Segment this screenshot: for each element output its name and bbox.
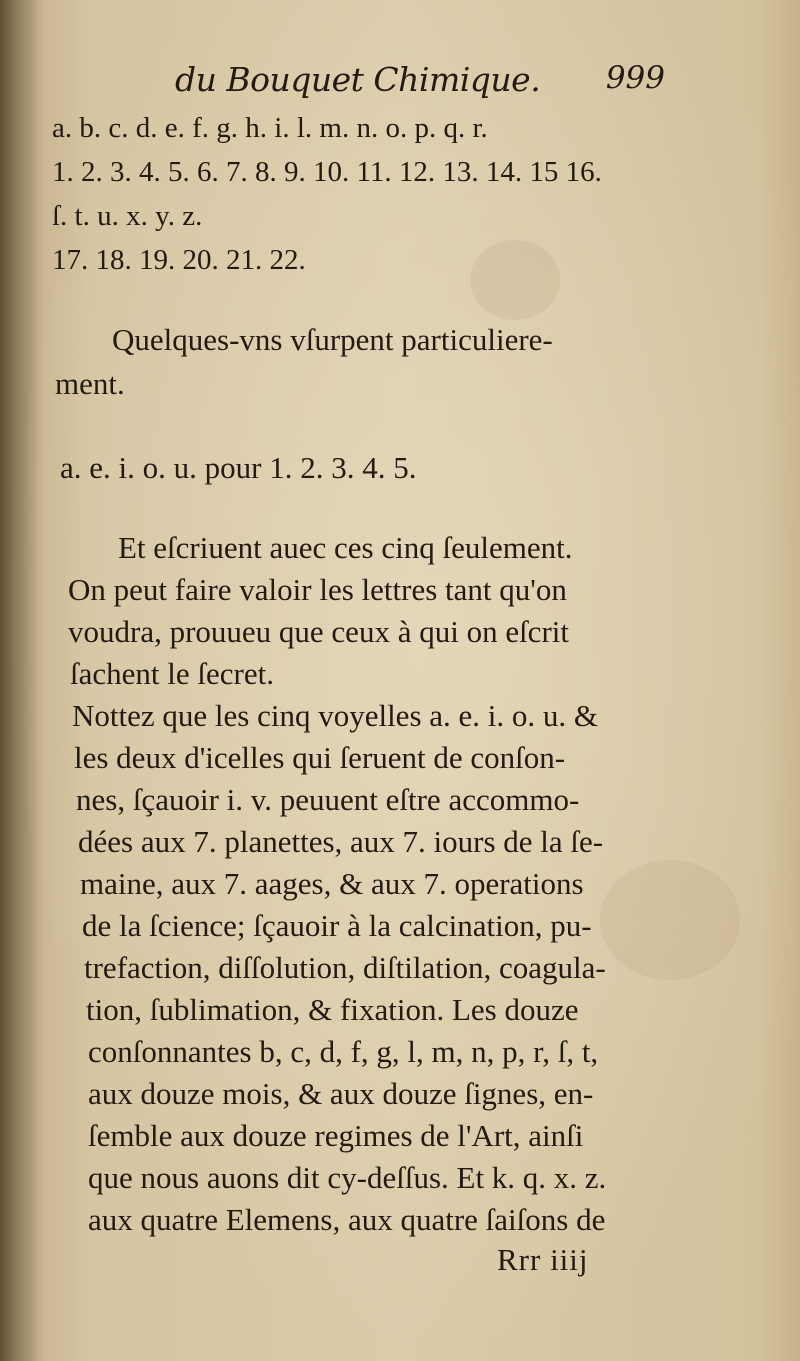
page-header [175,60,665,106]
text-line: Nottez que les cinq voyelles a. e. i. o. u. & [72,698,599,733]
text-line: ſemble aux douze regimes de l'Art, ainſi [88,1118,584,1153]
text-line: les deux d'icelles qui ſeruent de conſon- [74,740,566,775]
text-line: aux douze mois, & aux douze ſignes, en- [88,1076,594,1111]
text-line: maine, aux 7. aages, & aux 7. operations [80,866,584,901]
signature-mark: Rrr iiij [497,1242,589,1277]
paper-stain [470,240,560,320]
paper-stain [600,860,740,980]
text-line: ſachent le ſecret. [70,656,274,691]
text-line: Et eſcriuent auec ces cinq ſeulement. [118,530,573,565]
gutter-shadow [0,0,44,1361]
cipher-numbers-row-1: 1. 2. 3. 4. 5. 6. 7. 8. 9. 10. 11. 12. 13. 14. 15 16. [52,156,602,188]
text-line: tion, ſublimation, & fixation. Les douze [86,992,579,1027]
text-line: nes, ſçauoir i. v. peuuent eſtre accommo- [76,782,580,817]
text-line: aux quatre Elemens, aux quatre ſaiſons de [88,1202,606,1237]
text-line: que nous auons dit cy-deſſus. Et k. q. x. z. [88,1160,607,1195]
cipher-numbers-row-2: 17. 18. 19. 20. 21. 22. [52,244,306,276]
text-line: conſonnantes b, c, d, f, g, l, m, n, p, r, ſ, t, [88,1034,599,1069]
cipher-letters-row-1: a. b. c. d. e. f. g. h. i. l. m. n. o. p. q. r. [52,112,488,144]
text-line: de la ſcience; ſçauoir à la calcination, pu- [82,908,592,943]
text-line: trefaction, diſſolution, diſtilation, coagula- [84,950,606,985]
text-line: On peut faire valoir les lettres tant qu'on [68,572,567,607]
vowel-cipher-line: a. e. i. o. u. pour 1. 2. 3. 4. 5. [60,450,417,485]
text-line: ment. [55,366,125,401]
text-line: dées aux 7. planettes, aux 7. iours de la ſe- [78,824,604,859]
page-number: 999 [605,60,665,96]
text-line: voudra, prouueu que ceux à qui on eſcrit [68,614,569,649]
text-line: Quelques-vns vſurpent particuliere- [112,322,553,357]
running-title: du Bouquet Chimique. [175,60,541,99]
cipher-letters-row-2: ſ. t. u. x. y. z. [52,200,203,232]
